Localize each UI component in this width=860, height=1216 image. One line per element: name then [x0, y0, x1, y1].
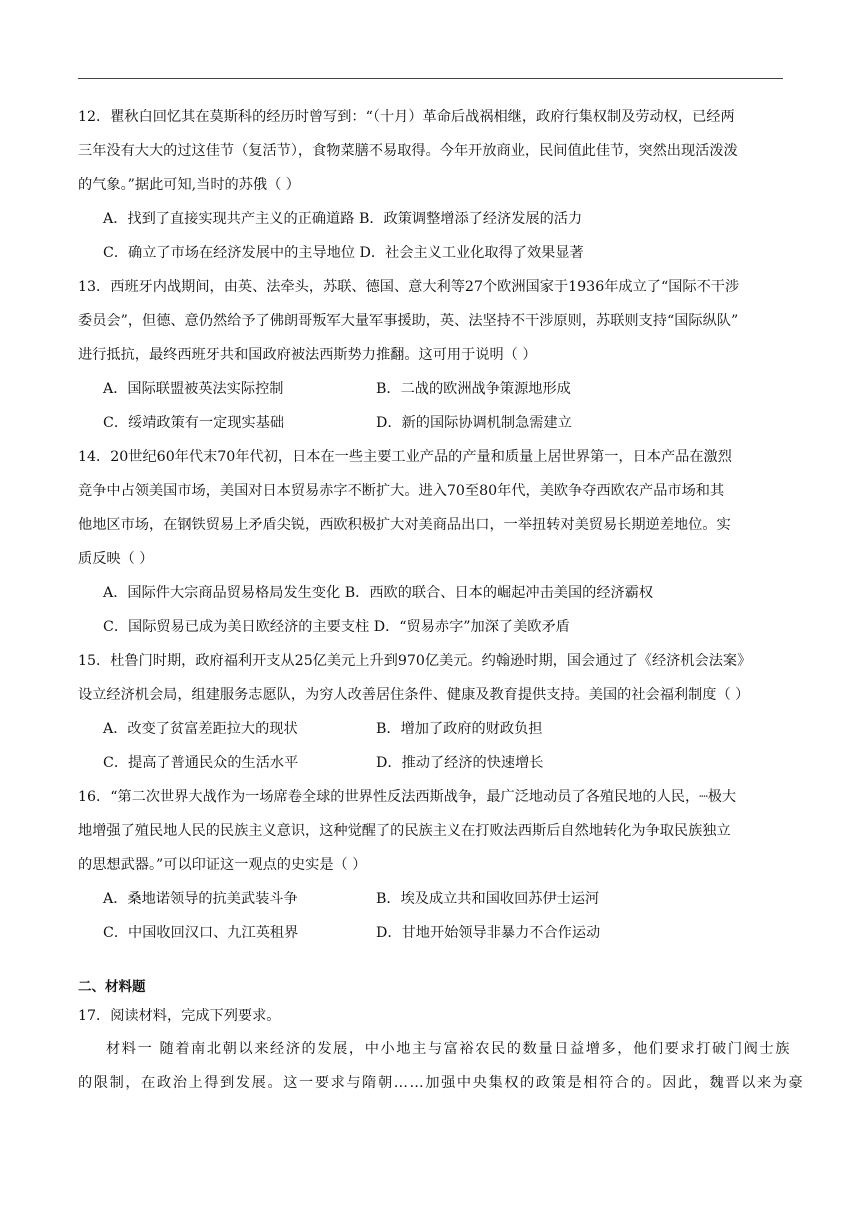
question-text-line: 16．“第二次世界大战作为一场席卷全球的世界性反法西斯战争，最广泛地动员了各殖民地的人民，┈极大 [78, 789, 737, 805]
question-text-line: 质反映（ ） [78, 551, 154, 567]
question-text-line: 的思想武器。”可以印证这一观点的史实是（ ） [78, 857, 367, 873]
section-title: 二、材料题 [78, 979, 146, 995]
option-row-ab [78, 372, 788, 406]
option-a: A．国际联盟被英法实际控制 [103, 381, 284, 397]
option-a: A．改变了贫富差距拉大的现状 [103, 721, 298, 737]
question-text-line: 15．杜鲁门时期，政府福利开支从25亿美元上升到970亿美元。约翰逊时期，国会通过了《经济机会法案》 [78, 653, 752, 669]
option-b: B．二战的欧洲战争策源地形成 [376, 381, 571, 397]
option-row-ab [78, 712, 788, 746]
option-row-cd [78, 746, 788, 780]
question-prompt: 17．阅读材料，完成下列要求。 [78, 1008, 281, 1024]
question-text-line: 地增强了殖民地人民的民族主义意识，这种觉醒了的民族主义在打败法西斯后自然地转化为争取民族独立 [78, 823, 731, 839]
header-rule [78, 78, 783, 79]
option-c: C．提高了普通民众的生活水平 [103, 755, 299, 771]
question-text-line: 12．瞿秋白回忆其在莫斯科的经历时曾写到：“（十月）革命后战祸相继，政府行集权制及劳动权，已经两 [78, 109, 735, 125]
question-text-line: 竞争中占领美国市场，美国对日本贸易赤字不断扩大。进入70至80年代，美欧争夺西欧农产品市场和其 [78, 483, 725, 499]
option-line-cd: C．国际贸易已成为美日欧经济的主要支柱 D．“贸易赤字”加深了美欧矛盾 [103, 619, 570, 635]
option-d: D．甘地开始领导非暴力不合作运动 [376, 925, 601, 941]
question-text-line: 他地区市场，在钢铁贸易上矛盾尖锐，西欧积极扩大对美商品出口，一举扭转对美贸易长期逆差地位。实 [78, 517, 731, 533]
option-line-cd: C．确立了市场在经济发展中的主导地位 D．社会主义工业化取得了效果显著 [103, 245, 584, 261]
option-c: C．中国收回汉口、九江英租界 [103, 925, 299, 941]
question-12 [78, 100, 788, 270]
option-line-ab: A．找到了直接实现共产主义的正确道路 B．政策调整增添了经济发展的活力 [103, 211, 583, 227]
question-text-line: 设立经济机会局，组建服务志愿队，为穷人改善居住条件、健康及教育提供支持。美国的社会福利制度（ ） [78, 687, 750, 703]
document-body [78, 100, 805, 1100]
question-15 [78, 644, 788, 780]
material-text-line: 的限制，在政治上得到发展。这一要求与隋朝……加强中央集权的政策是相符合的。因此，魏晋以来为豪 [78, 1075, 805, 1091]
option-row-ab [78, 882, 788, 916]
option-line-ab: A．国际件大宗商品贸易格局发生变化 B．西欧的联合、日本的崛起冲击美国的经济霸权 [103, 585, 654, 601]
option-row-cd [78, 406, 788, 440]
option-c: C．绥靖政策有一定现实基础 [103, 415, 285, 431]
question-text-line: 14．20世纪60年代末70年代初，日本在一些主要工业产品的产量和质量上居世界第一，日本产品在激烈 [78, 449, 732, 465]
question-17 [78, 1000, 805, 1100]
question-13 [78, 270, 788, 440]
option-d: D．新的国际协调机制急需建立 [376, 415, 572, 431]
option-row-cd [78, 916, 788, 950]
question-text-line: 三年没有大大的过这佳节（复活节），食物菜膳不易取得。今年开放商业，民间值此佳节，突然出现活泼泼 [78, 143, 738, 159]
question-text-line: 委员会”，但德、意仍然给予了佛朗哥叛军大量军事援助，英、法坚持不干涉原则，苏联则支持“国际纵队” [78, 313, 739, 329]
option-b: B．埃及成立共和国收回苏伊士运河 [376, 891, 600, 907]
question-text-line: 进行抵抗，最终西班牙共和国政府被法西斯势力推翻。这可用于说明（ ） [78, 347, 537, 363]
section-spacer [78, 950, 788, 974]
question-16 [78, 780, 788, 950]
option-a: A．桑地诺领导的抗美武装斗争 [103, 891, 298, 907]
option-b: B．增加了政府的财政负担 [376, 721, 543, 737]
question-text-line: 的气象。”据此可知,当时的苏俄（ ） [78, 177, 300, 193]
option-d: D．推动了经济的快速增长 [376, 755, 544, 771]
question-14 [78, 440, 788, 644]
material-text-line: 材料一 随着南北朝以来经济的发展，中小地主与富裕农民的数量日益增多，他们要求打破门阀士族 [106, 1041, 791, 1057]
question-text-line: 13．西班牙内战期间，由英、法牵头，苏联、德国、意大利等27个欧洲国家于1936年成立了“国际不干涉 [78, 279, 740, 295]
